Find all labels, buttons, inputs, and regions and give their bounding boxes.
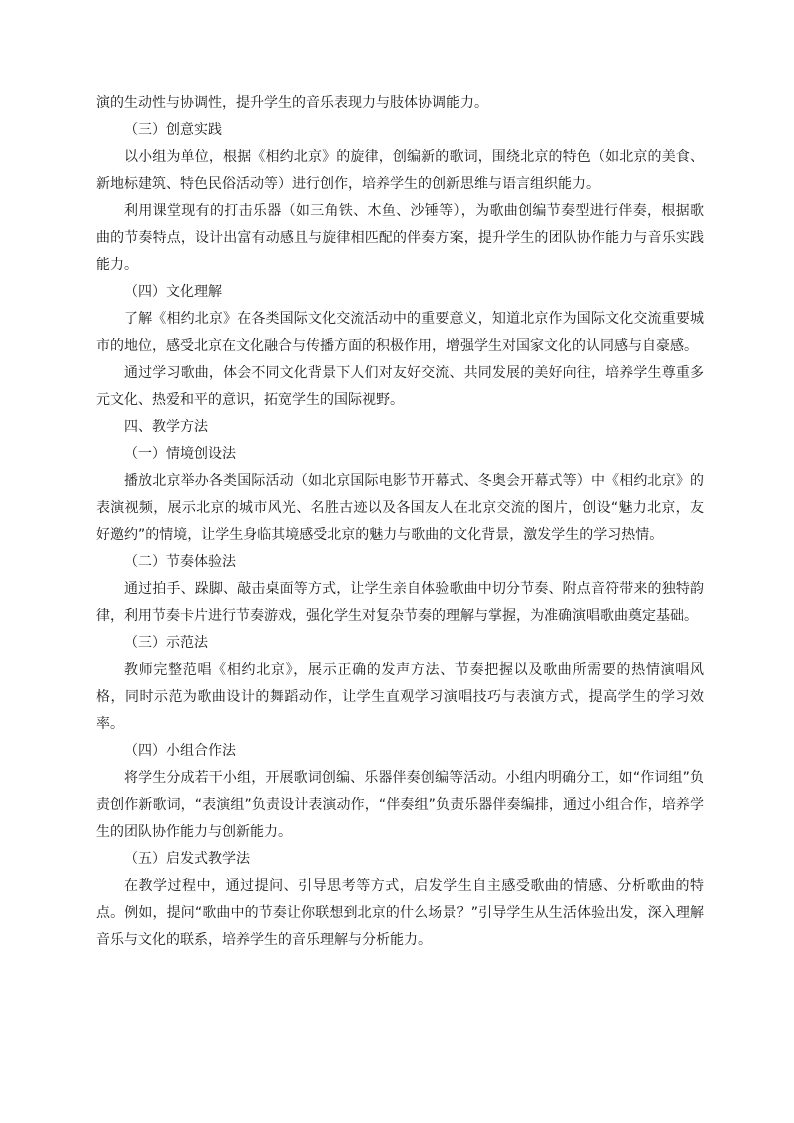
section-heading-group-method: （四）小组合作法	[124, 743, 236, 759]
paragraph: 利用课堂现有的打击乐器（如三角铁、木鱼、沙锤等），为歌曲创编节奏型进行伴奏，根据歌曲的节奏特点，设计出富有动感且与旋律相匹配的伴奏方案，提升学生的团队协作能力与音乐实践能力。	[96, 203, 704, 273]
paragraph: 在教学过程中，通过提问、引导思考等方式，启发学生自主感受歌曲的情感、分析歌曲的特点。例如，提问“歌曲中的节奏让你联想到北京的什么场景？”引导学生从生活体验出发，深入理解音乐与文化的联系，培养学生的音乐理解与分析能力。	[96, 878, 704, 948]
section-heading-teaching-methods: 四、教学方法	[124, 419, 208, 435]
paragraph: 通过拍手、跺脚、敲击桌面等方式，让学生亲自体验歌曲中切分节奏、附点音符带来的独特韵律，利用节奏卡片进行节奏游戏，强化学生对复杂节奏的理解与掌握，为准确演唱歌曲奠定基础。	[96, 581, 704, 624]
paragraph: 播放北京举办各类国际活动（如北京国际电影节开幕式、冬奥会开幕式等）中《相约北京》的表演视频，展示北京的城市风光、名胜古迹以及各国友人在北京交流的图片，创设“魅力北京，友好邀约”的情境，让学生身临其境感受北京的魅力与歌曲的文化背景，激发学生的学习热情。	[96, 473, 704, 543]
section-heading-rhythm-method: （二）节奏体验法	[124, 554, 236, 570]
paragraph-continuation: 演的生动性与协调性，提升学生的音乐表现力与肢体协调能力。	[96, 95, 488, 111]
paragraph: 了解《相约北京》在各类国际文化交流活动中的重要意义，知道北京作为国际文化交流重要城市的地位，感受北京在文化融合与传播方面的积极作用，增强学生对国家文化的认同感与自豪感。	[96, 311, 704, 354]
paragraph: 以小组为单位，根据《相约北京》的旋律，创编新的歌词，围绕北京的特色（如北京的美食、新地标建筑、特色民俗活动等）进行创作，培养学生的创新思维与语言组织能力。	[96, 149, 704, 192]
section-heading-demonstration-method: （三）示范法	[124, 635, 208, 651]
section-heading-creative-practice: （三）创意实践	[124, 122, 222, 138]
section-heading-scenario-method: （一）情境创设法	[124, 446, 236, 462]
paragraph: 教师完整范唱《相约北京》，展示正确的发声方法、节奏把握以及歌曲所需要的热情演唱风格，同时示范为歌曲设计的舞蹈动作，让学生直观学习演唱技巧与表演方式，提高学生的学习效率。	[96, 662, 704, 732]
paragraph: 通过学习歌曲，体会不同文化背景下人们对友好交流、共同发展的美好向往，培养学生尊重多元文化、热爱和平的意识，拓宽学生的国际视野。	[96, 365, 704, 408]
section-heading-heuristic-method: （五）启发式教学法	[124, 851, 250, 867]
section-heading-cultural-understanding: （四）文化理解	[124, 284, 222, 300]
document-page	[96, 90, 704, 954]
paragraph: 将学生分成若干小组，开展歌词创编、乐器伴奏创编等活动。小组内明确分工，如“作词组”负责创作新歌词，“表演组”负责设计表演动作，“伴奏组”负责乐器伴奏编排，通过小组合作，培养学生的团队协作能力与创新能力。	[96, 770, 704, 840]
